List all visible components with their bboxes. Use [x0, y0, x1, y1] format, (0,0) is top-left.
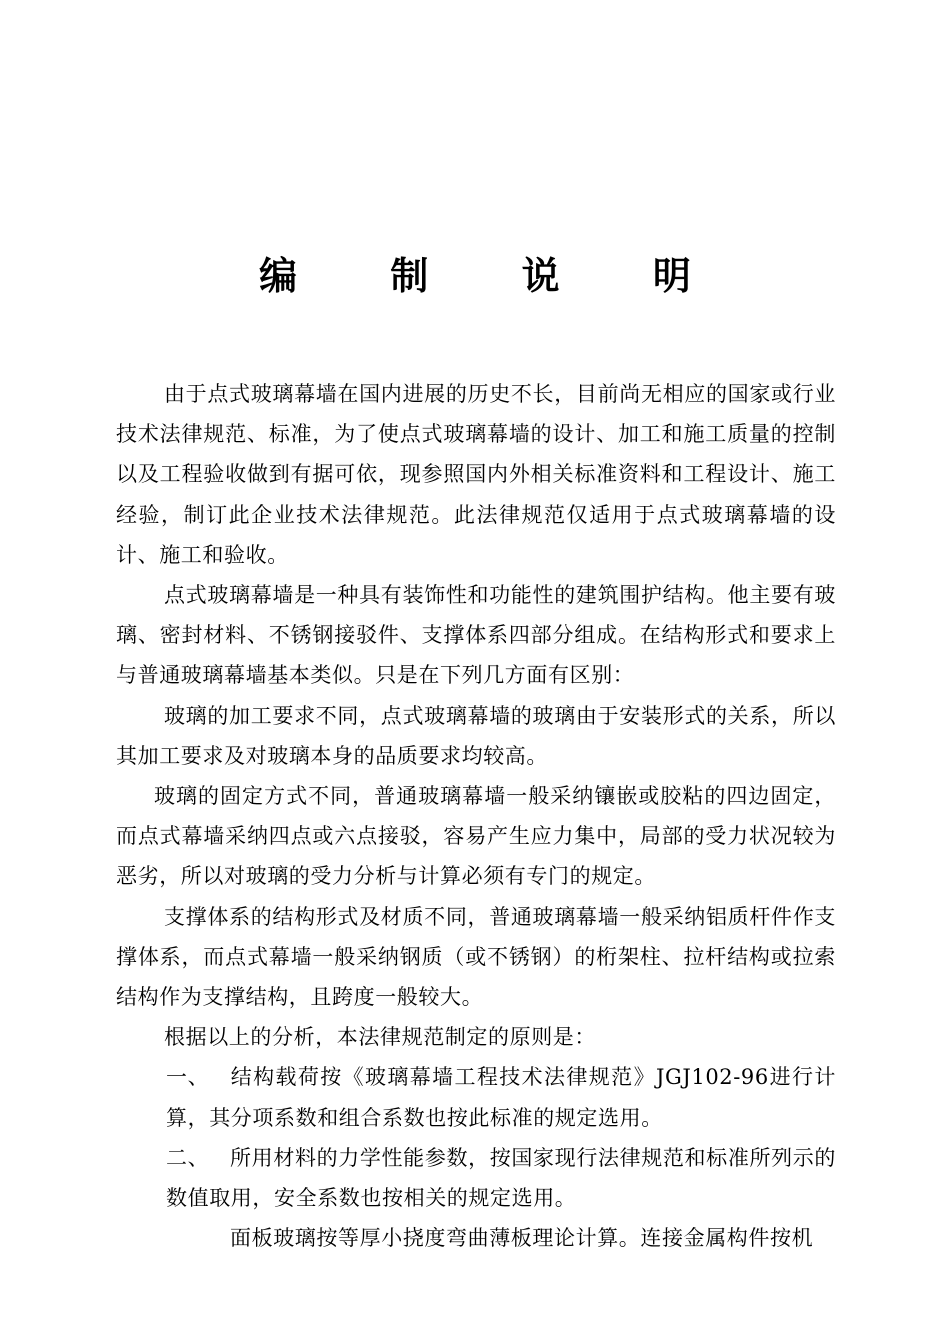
paragraph-composition: 点式玻璃幕墙是一种具有装饰性和功能性的建筑围护结构。他主要有玻璃、密封材料、不锈钢接驳件、支撑体系四部分组成。在结构形式和要求上与普通玻璃幕墙基本类似。只是在下列几方面有区别：	[116, 583, 836, 688]
paragraph-glass-processing: 玻璃的加工要求不同，点式玻璃幕墙的玻璃由于安装形式的关系，所以其加工要求及对玻璃本身的品质要求均较高。	[116, 703, 836, 768]
document-title: 编 制 说 明	[259, 254, 731, 298]
paragraph-principles: 根据以上的分析，本法律规范制定的原则是：	[164, 1025, 596, 1050]
list-item-text: 结构载荷按《玻璃幕墙工程技术法律规范》JGJ102-96进行计算，其分项系数和组合系数也按此标准的规定选用。	[166, 1065, 836, 1130]
list-item	[116, 1138, 836, 1218]
paragraph-intro: 由于点式玻璃幕墙在国内进展的历史不长，目前尚无相应的国家或行业技术法律规范、标准，为了使点式玻璃幕墙的设计、加工和施工质量的控制以及工程验收做到有据可依，现参照国内外相关标准资料和工程设计、施工经验，制订此企业技术法律规范。此法律规范仅适用于点式玻璃幕墙的设计、施工和验收。	[116, 382, 836, 567]
list-item-label: 二、	[166, 1145, 210, 1170]
list-item-label: 一、	[166, 1065, 210, 1090]
document-body	[116, 374, 836, 1258]
list-item	[116, 1057, 836, 1137]
paragraph-glass-fixing: 玻璃的固定方式不同，普通玻璃幕墙一般采纳镶嵌或胶粘的四边固定，而点式幕墙采纳四点或六点接驳，容易产生应力集中，局部的受力状况较为恶劣，所以对玻璃的受力分析与计算必须有专门的规定。	[116, 784, 836, 889]
paragraph-calculation: 面板玻璃按等厚小挠度弯曲薄板理论计算。连接金属构件按机	[230, 1226, 814, 1251]
list-item-text: 所用材料的力学性能参数，按国家现行法律规范和标准所列示的数值取用，安全系数也按相关的规定选用。	[166, 1145, 836, 1211]
paragraph-support-system: 支撑体系的结构形式及材质不同，普通玻璃幕墙一般采纳铝质杆件作支撑体系，而点式幕墙一般采纳钢质（或不锈钢）的桁架柱、拉杆结构或拉索结构作为支撑结构，且跨度一般较大。	[116, 904, 836, 1010]
